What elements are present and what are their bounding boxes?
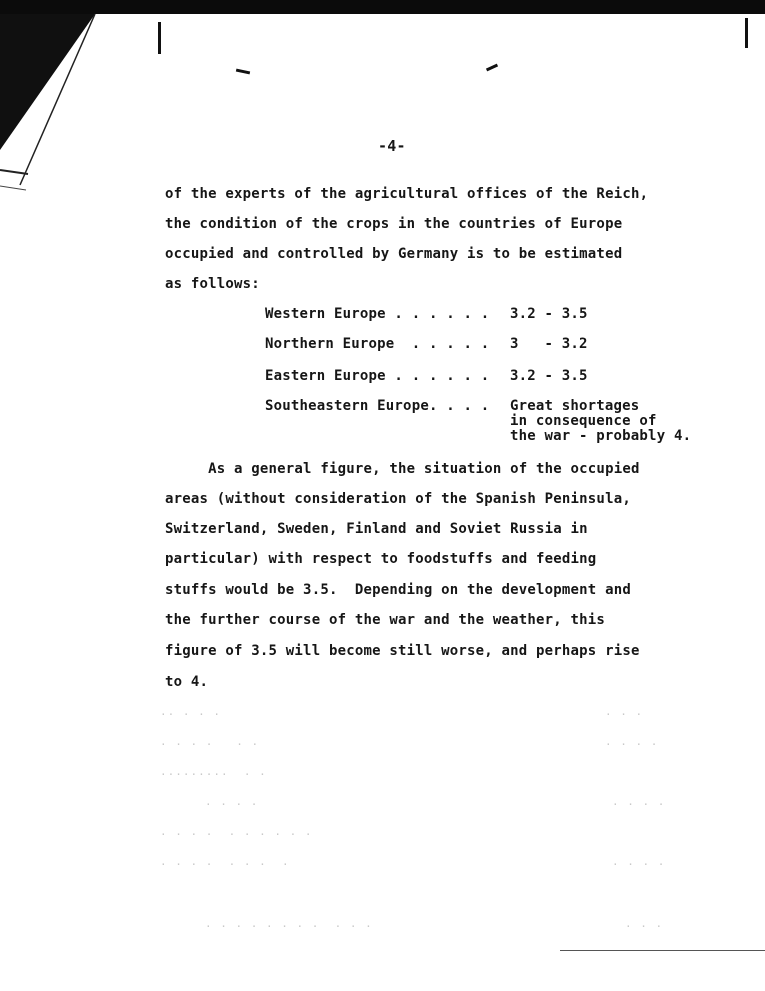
scan-mark xyxy=(745,18,748,48)
paragraph-line: of the experts of the agricultural offices of the Reich, xyxy=(165,186,649,202)
bleed-through-text: · · · xyxy=(605,708,644,721)
bleed-through-text: · · · · xyxy=(612,858,666,871)
paragraph-line: areas (without consideration of the Spanish Peninsula, xyxy=(165,491,631,507)
bleed-through-text: · · · xyxy=(625,920,664,933)
paragraph-line: stuffs would be 3.5. Depending on the development and xyxy=(165,582,631,598)
paragraph-line: particular) with respect to foodstuffs and feeding xyxy=(165,551,597,567)
bleed-through-text: · · · · xyxy=(612,798,666,811)
estimate-value: 3 - 3.2 xyxy=(510,336,588,352)
bleed-through-text: · · · · · · · · · · xyxy=(160,828,313,841)
estimate-value: 3.2 - 3.5 xyxy=(510,368,588,384)
paragraph-line: As a general figure, the situation of the occupied xyxy=(165,461,640,477)
estimate-value: in consequence of xyxy=(510,413,657,429)
bleed-through-text: · · · · xyxy=(605,738,659,751)
estimate-region: Western Europe . . . . . . xyxy=(265,306,490,322)
scan-bottom-line xyxy=(560,950,765,951)
bleed-through-text: ········· · · xyxy=(160,768,267,781)
page-number: -4- xyxy=(378,137,406,155)
paragraph-line: the further course of the war and the weather, this xyxy=(165,612,606,628)
paragraph-line: Switzerland, Sweden, Finland and Soviet Russia in xyxy=(165,521,588,537)
bleed-through-text: · · · · · · · · · · · xyxy=(205,920,373,933)
scan-mark xyxy=(158,22,161,54)
estimate-region: Eastern Europe . . . . . . xyxy=(265,368,490,384)
estimate-region: Northern Europe . . . . . xyxy=(265,336,490,352)
paragraph-line: as follows: xyxy=(165,276,260,292)
scan-mark xyxy=(486,64,498,72)
bleed-through-text: · · · · · · · · xyxy=(160,858,290,871)
bleed-through-text: ·· · · · xyxy=(160,708,221,721)
paragraph-line: the condition of the crops in the countries of Europe xyxy=(165,216,623,232)
estimate-value: the war - probably 4. xyxy=(510,428,692,444)
paragraph-line: to 4. xyxy=(165,674,209,690)
estimate-value: 3.2 - 3.5 xyxy=(510,306,588,322)
paragraph-line: figure of 3.5 will become still worse, and perhaps rise xyxy=(165,643,640,659)
estimate-value: Great shortages xyxy=(510,398,640,414)
bleed-through-text: · · · · xyxy=(205,798,259,811)
estimate-region: Southeastern Europe. . . . xyxy=(265,398,490,414)
scan-mark xyxy=(236,69,250,75)
scan-corner-fold xyxy=(0,0,200,200)
bleed-through-text: · · · · · · xyxy=(160,738,260,751)
paragraph-line: occupied and controlled by Germany is to be estimated xyxy=(165,246,623,262)
